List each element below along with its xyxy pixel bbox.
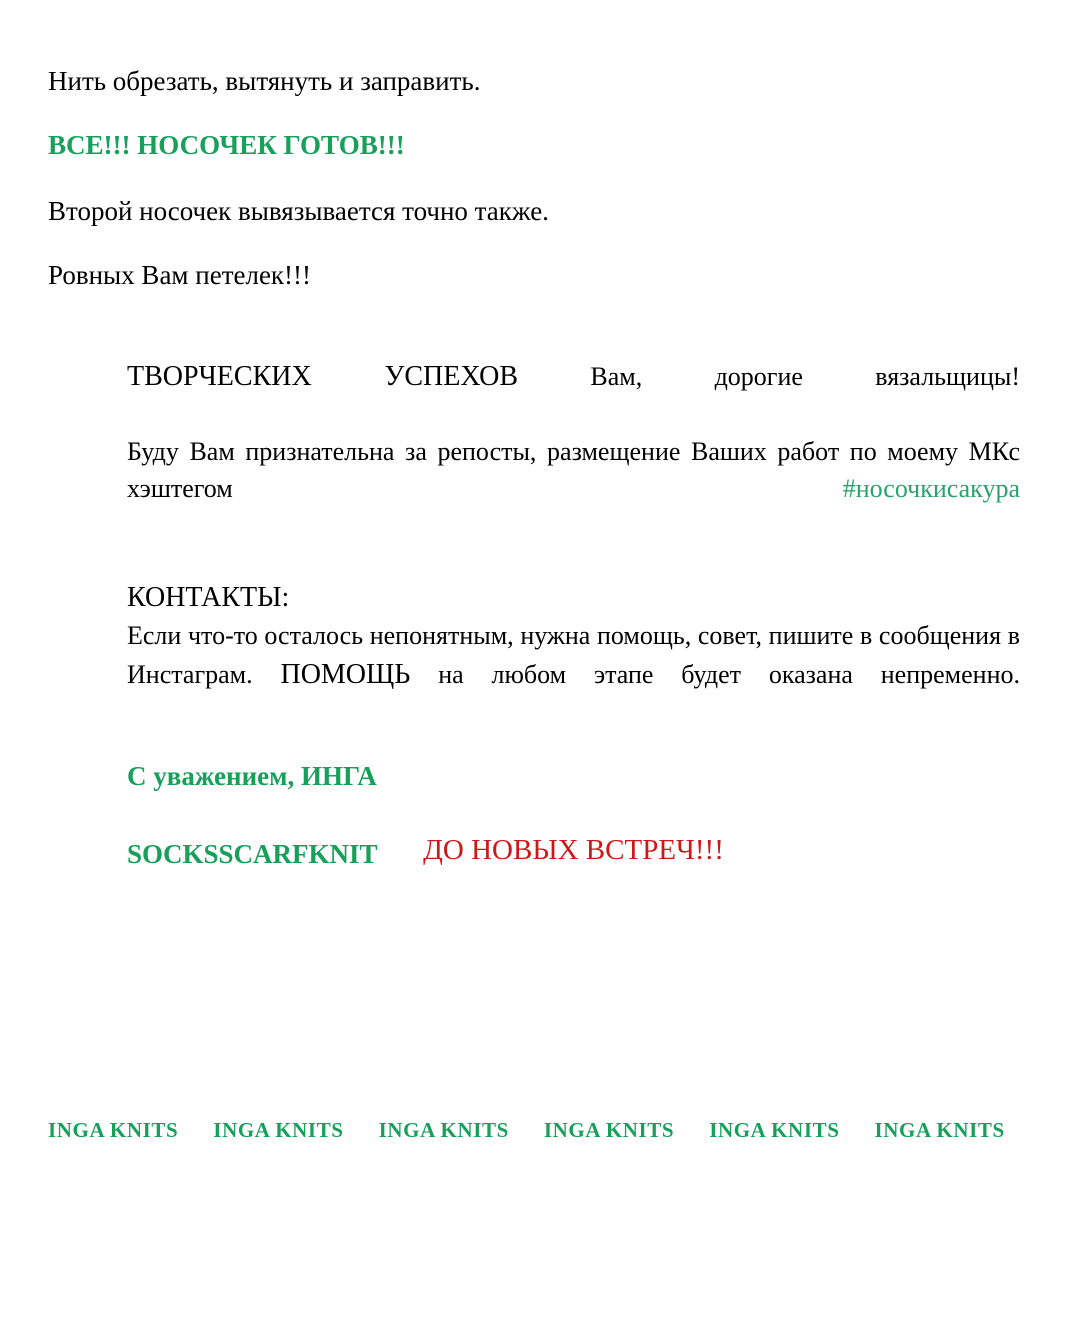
watermark-item: INGA KNITS [378, 1118, 509, 1142]
instruction-line-cut-thread: Нить обрезать, вытянуть и заправить. [48, 66, 481, 96]
repost-paragraph [127, 434, 1020, 545]
watermark-item: INGA KNITS [874, 1118, 1005, 1142]
instruction-line-second-sock: Второй носочек вывязывается точно также. [48, 195, 549, 226]
contacts-help-word: ПОМОЩЬ [280, 659, 411, 691]
farewell-message: ДО НОВЫХ ВСТРЕЧ!!! [423, 834, 724, 866]
intro-section [48, 66, 1032, 323]
watermark-item: INGA KNITS [48, 1118, 179, 1142]
paragraph-spacer [127, 544, 1020, 578]
signature-name-line: С уважением, ИНГА [127, 761, 377, 792]
signature-block [127, 718, 378, 914]
wishes-lead-text: ТВОРЧЕСКИХ УСПЕХОВ [127, 361, 519, 392]
watermark-item: INGA KNITS [543, 1118, 675, 1142]
heading-sock-finished: ВСЕ!!! НОСОЧЕК ГОТОВ!!! [48, 129, 405, 160]
watermark-item: INGA KNITS [709, 1118, 840, 1142]
wishes-paragraph [127, 357, 1020, 434]
watermark-item: INGA KNITS [213, 1118, 344, 1142]
repost-text: Буду Вам признательна за репосты, размещение Ваших работ по моему МКс хэштегом [127, 436, 1020, 503]
footer-watermark-row [48, 1118, 1008, 1143]
wishes-rest-text: Вам, дорогие вязальщицы! [518, 362, 1021, 391]
signature-brand-line: SOCKSSCARFKNIT [127, 839, 378, 870]
instruction-line-even-stitches: Ровных Вам петелек!!! [48, 259, 312, 290]
contacts-text-before-help: Если что-то осталось непонятным, нужна помощь, совет, пишите в сообщения в Инстаграм. [127, 621, 1020, 690]
contacts-text-after-help: на любом этапе будет оказана непременно. [410, 660, 1020, 690]
contacts-heading: КОНТАКТЫ: [127, 582, 290, 614]
closing-section [127, 357, 1020, 732]
hashtag-link[interactable]: #носочкисакура [842, 473, 1020, 503]
contacts-paragraph [127, 618, 1020, 732]
